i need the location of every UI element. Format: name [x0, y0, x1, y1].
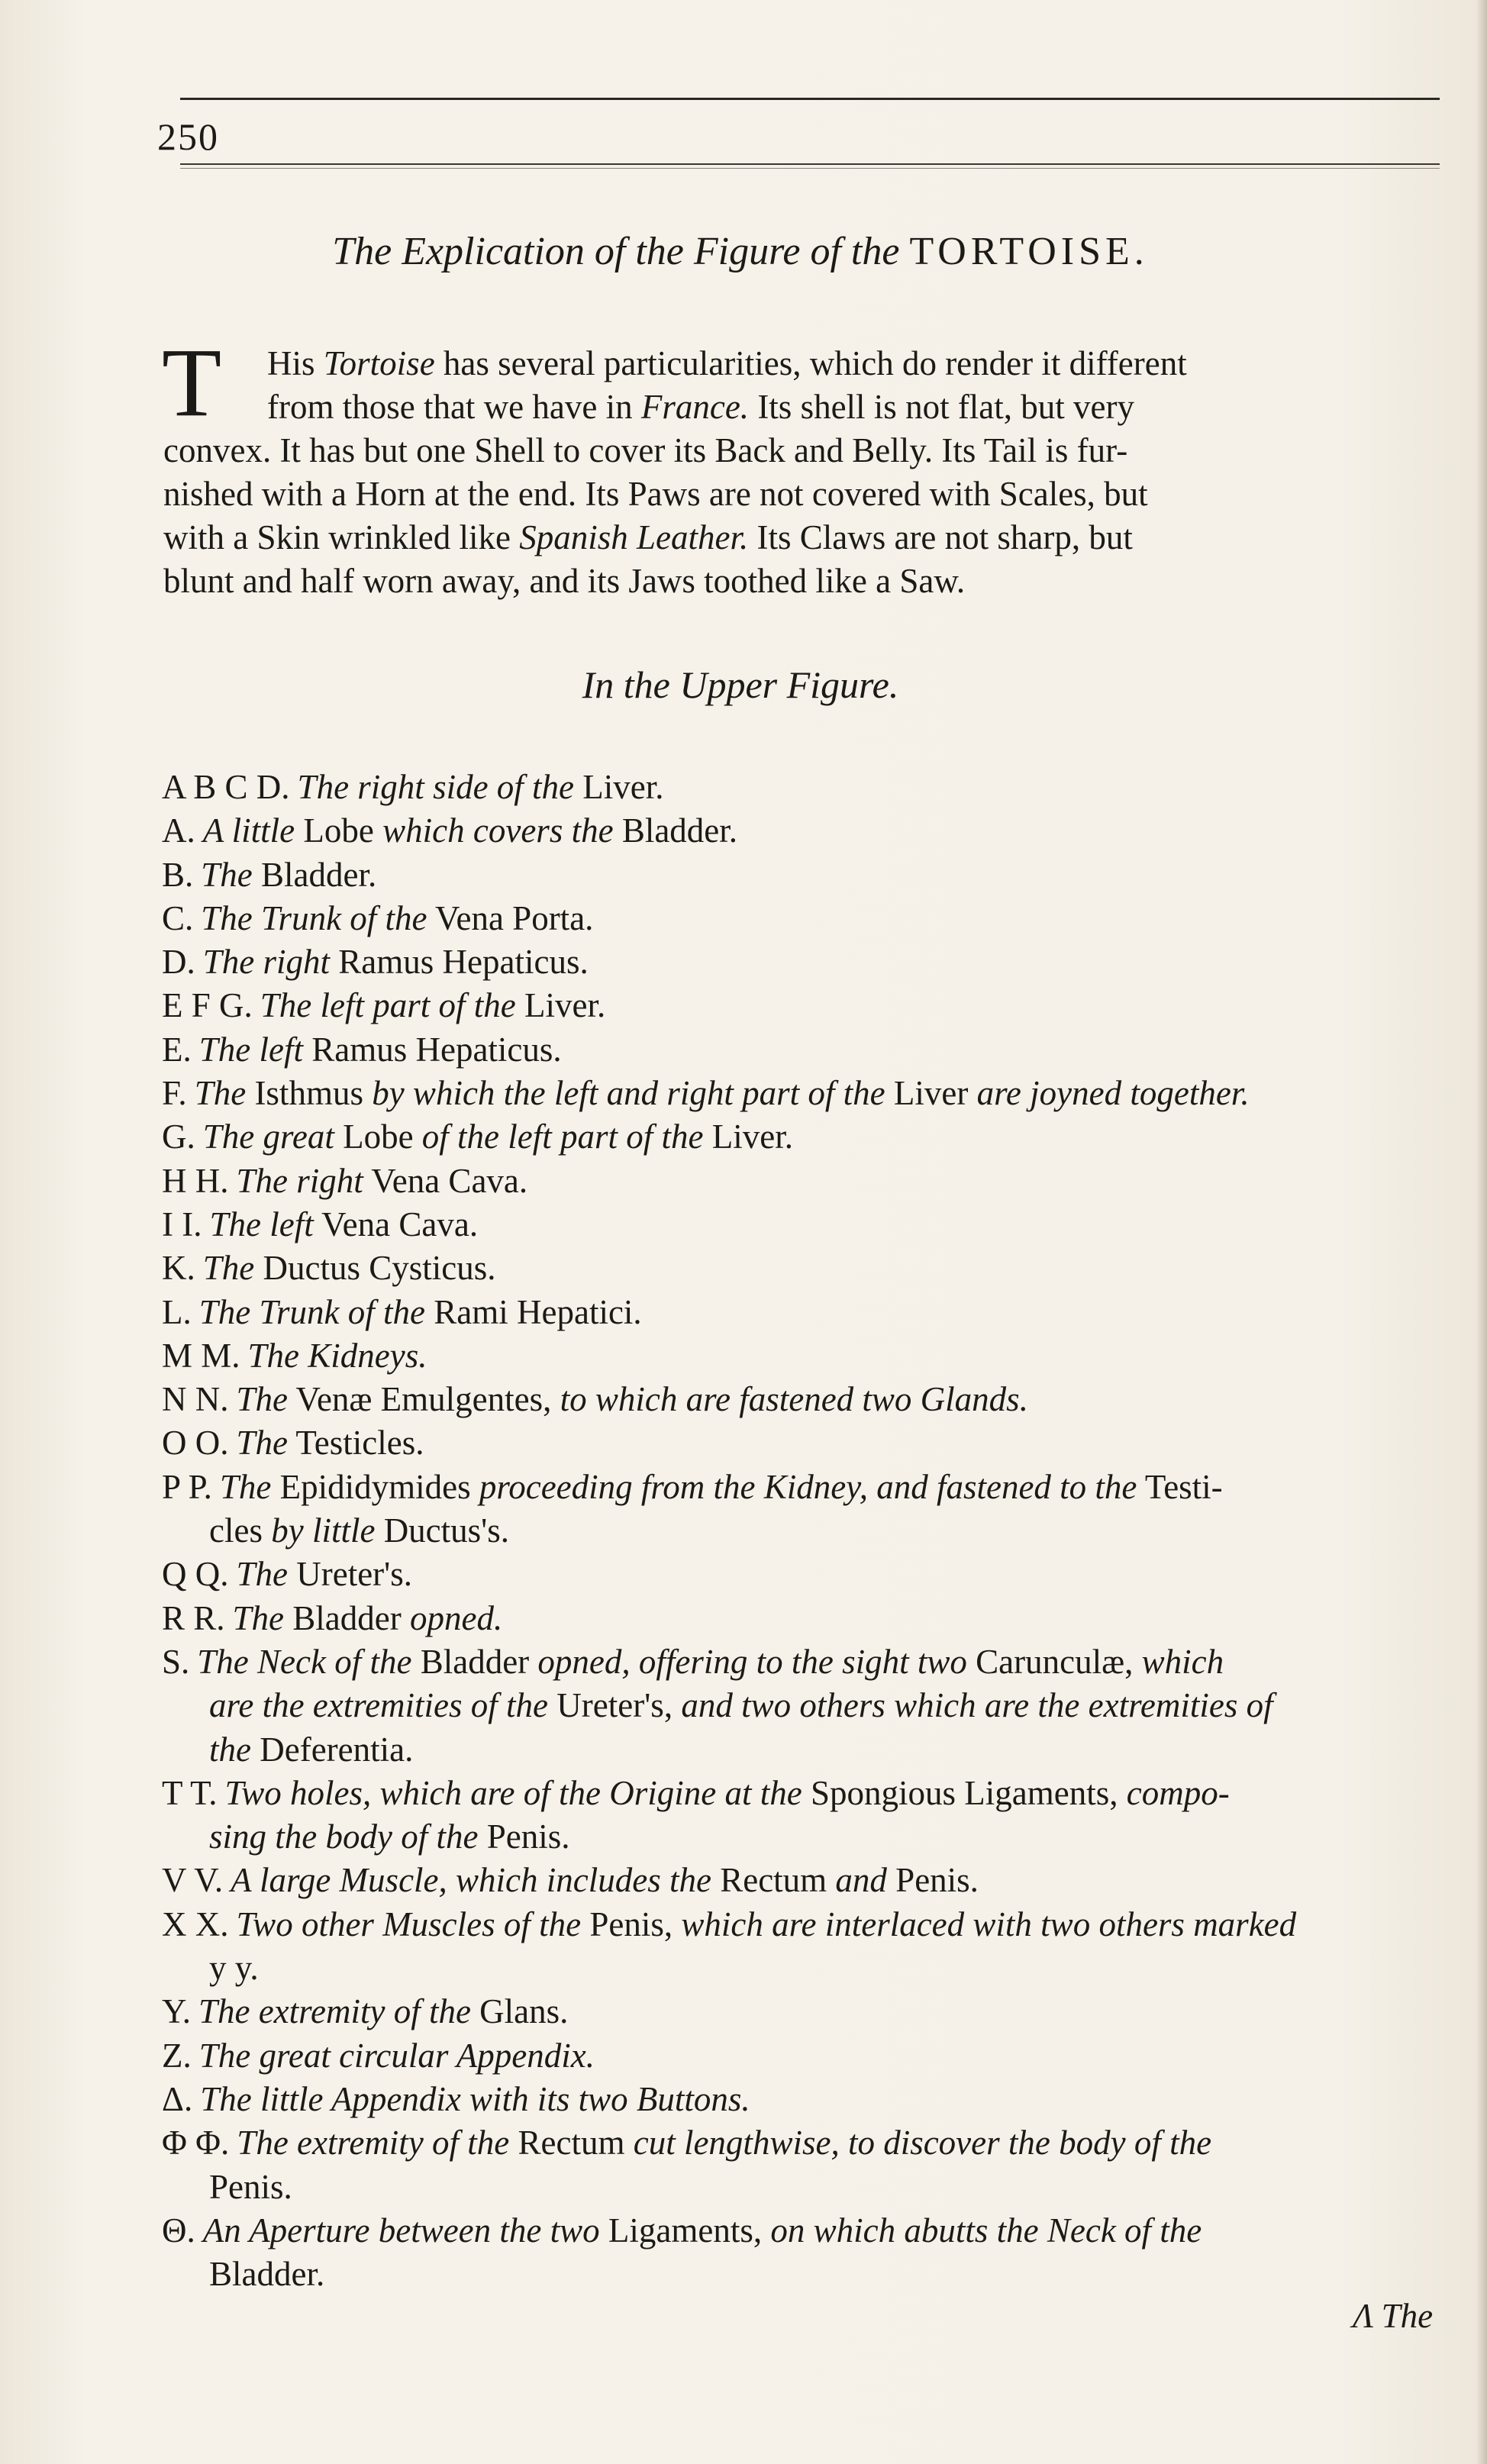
legend-first-line [162, 986, 605, 1024]
legend-key: Φ Φ. [162, 2124, 230, 2162]
top-rule [180, 98, 1440, 100]
legend-key: H H. [162, 1161, 229, 1200]
legend-first-line [162, 1992, 568, 2030]
paragraph-line [163, 516, 1453, 560]
legend-entry [162, 766, 1460, 809]
legend-continuation-line [162, 1509, 1460, 1553]
italic-run: which are interlaced with two others marked [681, 1904, 1297, 1943]
text-run: Ramus Hepaticus. [330, 943, 589, 982]
italic-run: The [202, 1249, 255, 1288]
legend-entry [162, 940, 1460, 984]
legend-first-line [162, 2211, 1202, 2250]
text-run: Glans. [470, 1992, 569, 2031]
legend-entry [162, 1466, 1460, 1553]
text-run: has several particularities, which do render it different [434, 344, 1187, 382]
italic-run: which covers the [382, 811, 614, 850]
header-rule-thin [180, 168, 1440, 169]
italic-run: are joyned together. [976, 1074, 1250, 1113]
legend-key: V V. [162, 1861, 224, 1900]
legend-first-line [162, 1205, 478, 1243]
legend-key: X X. [162, 1904, 229, 1943]
legend-first-line [162, 1424, 424, 1462]
legend-key: Δ. [162, 2079, 193, 2118]
legend-continuation-line [162, 2166, 1460, 2209]
legend-entry [162, 1859, 1460, 1902]
text-run: His [267, 344, 324, 382]
legend-key: I I. [162, 1205, 202, 1243]
legend-first-line [162, 1861, 979, 1899]
text-run: Epididymides [271, 1467, 479, 1506]
text-run: Isthmus [246, 1074, 373, 1113]
paragraph-line [163, 560, 1453, 603]
text-run: Deferentia. [250, 1730, 414, 1769]
italic-run: by which the left and right part of the [372, 1074, 885, 1113]
legend-entry [162, 1553, 1460, 1596]
legend-entry [162, 1378, 1460, 1421]
legend-key: F. [162, 1074, 187, 1113]
page-title [153, 229, 1328, 274]
italic-run: Two other Muscles of the [236, 1904, 582, 1943]
legend-first-line [162, 2037, 595, 2075]
text-run: Bladder [411, 1642, 538, 1681]
text-run: Bladder. [252, 855, 377, 894]
text-run: convex. It has but one Shell to cover its Back and Belly. Its Tail is fur- [163, 431, 1128, 469]
legend-key: R R. [162, 1598, 225, 1637]
italic-run: The right [202, 943, 331, 982]
italic-run: The [236, 1424, 288, 1463]
legend-entry [162, 1640, 1460, 1772]
italic-run: opned. [409, 1598, 503, 1637]
text-run: Rami Hepatici. [425, 1292, 642, 1331]
italic-run: on which abutts the Neck of the [770, 2211, 1202, 2250]
legend-first-line [162, 1555, 412, 1593]
paragraph-line [163, 429, 1453, 472]
legend-key: G. [162, 1118, 195, 1156]
italic-run: The left [209, 1205, 314, 1243]
text-run: y y. [209, 1949, 259, 1988]
legend-entry [162, 1990, 1460, 2033]
legend-continuation-line [162, 2253, 1460, 2296]
legend-first-line [162, 768, 664, 806]
text-run: nished with a Horn at the end. Its Paws are not covered with Scales, but [163, 475, 1148, 513]
page-number: 250 [157, 115, 219, 158]
text-run: Vena Porta. [427, 898, 594, 937]
legend-first-line [162, 1905, 1296, 1943]
italic-run: of the left part of the [421, 1118, 704, 1156]
italic-run: compo- [1126, 1773, 1230, 1812]
italic-run: The great [202, 1118, 334, 1156]
legend-entry [162, 1903, 1460, 1991]
legend-first-line [162, 1599, 502, 1637]
italic-run: An Aperture between the two [202, 2211, 600, 2250]
title-caps: TORTOISE. [909, 230, 1149, 273]
text-run: Penis. [886, 1861, 979, 1900]
legend-first-line [162, 856, 376, 894]
legend-entry [162, 2034, 1460, 2078]
italic-run: Tortoise [323, 344, 435, 382]
legend-continuation-line [162, 1728, 1460, 1772]
legend-entry [162, 1028, 1460, 1072]
legend-key: C. [162, 898, 194, 937]
legend-first-line [162, 1468, 1223, 1506]
legend-first-line [162, 2124, 1211, 2162]
italic-run: The left [198, 1030, 303, 1069]
paragraph-line [163, 385, 1453, 429]
legend-first-line [162, 1380, 1028, 1418]
italic-run: A large Muscle, which includes the [231, 1861, 711, 1900]
legend-first-line [162, 1293, 642, 1331]
italic-run: The left part of the [260, 986, 516, 1025]
legend-first-line [162, 1074, 1250, 1112]
text-run: Its shell is not flat, but very [749, 388, 1134, 426]
italic-run: The Kidneys. [247, 1336, 427, 1375]
legend-first-line [162, 943, 589, 981]
legend-entry [162, 1247, 1460, 1290]
italic-run: The Trunk of the [198, 1292, 426, 1331]
text-run: Carunculæ, [966, 1642, 1142, 1681]
legend-first-line [162, 1249, 496, 1287]
legend-first-line [162, 1030, 562, 1069]
legend-key: T T. [162, 1773, 218, 1812]
paragraph-line [163, 472, 1453, 516]
header-rule [180, 163, 1440, 165]
legend-entry [162, 1772, 1460, 1859]
italic-run: which [1141, 1642, 1224, 1681]
italic-run: opned, offering to the sight two [537, 1642, 967, 1681]
text-run: Liver. [574, 768, 664, 806]
legend-entry [162, 1421, 1460, 1465]
italic-run: The Trunk of the [201, 898, 427, 937]
text-run: from those that we have in [267, 388, 641, 426]
text-run: Vena Cava. [313, 1205, 479, 1243]
legend-entry [162, 2121, 1460, 2209]
italic-run: Two holes, which are of the Origine at the [224, 1773, 802, 1812]
legend-key: M M. [162, 1336, 240, 1375]
legend-key: E F G. [162, 986, 253, 1025]
legend-first-line [162, 1774, 1230, 1812]
text-run: Bladder. [613, 811, 738, 850]
italic-run: The [236, 1380, 288, 1419]
italic-run: cut lengthwise, to discover the body of the [633, 2124, 1212, 2162]
legend-first-line [162, 1162, 527, 1200]
text-run: Rectum [711, 1861, 836, 1900]
italic-run: The extremity of the [198, 1992, 471, 2031]
italic-run: The [194, 1074, 247, 1113]
italic-run: The right [236, 1161, 363, 1200]
legend-continuation-line [162, 1684, 1460, 1727]
legend-entry [162, 1159, 1460, 1203]
italic-run: are the extremities of the [209, 1686, 549, 1725]
legend-continuation-line [162, 1946, 1460, 1990]
italic-run: the [209, 1730, 251, 1769]
section-heading: In the Upper Figure. [582, 663, 899, 706]
legend-key: L. [162, 1292, 192, 1331]
legend-key: A B C D. [162, 768, 290, 806]
legend-entry [162, 897, 1460, 940]
text-run: Penis, [581, 1904, 682, 1943]
legend-key: S. [162, 1642, 190, 1681]
legend-first-line [162, 1337, 427, 1375]
italic-run: The little Appendix with its two Buttons. [200, 2079, 750, 2118]
text-run: Ductus Cysticus. [254, 1249, 496, 1288]
legend-first-line [162, 899, 593, 937]
text-run: Penis. [478, 1817, 570, 1856]
legend-entry [162, 1203, 1460, 1247]
page-gutter-shadow [1476, 0, 1487, 2464]
text-run: Lobe [334, 1118, 422, 1156]
legend-entry [162, 853, 1460, 897]
text-run: Lobe [295, 811, 383, 850]
figure-legend [162, 766, 1460, 2296]
italic-run: sing the body of the [209, 1817, 479, 1856]
text-run: Ureter's. [288, 1555, 413, 1594]
italic-run: The [236, 1555, 288, 1594]
legend-entry [162, 1597, 1460, 1640]
legend-key: Z. [162, 2036, 192, 2075]
legend-key: B. [162, 855, 194, 894]
legend-entry [162, 1115, 1460, 1159]
italic-run: The [201, 855, 253, 894]
text-run: Testicles. [288, 1424, 424, 1463]
italic-run: A little [202, 811, 295, 850]
drop-cap: T [162, 328, 222, 437]
legend-entry [162, 1072, 1460, 1115]
italic-run: and [835, 1861, 887, 1900]
paragraph-line [163, 342, 1453, 385]
catchword: Λ The [1353, 2297, 1434, 2335]
italic-run: to which are fastened two Glands. [560, 1380, 1028, 1419]
text-run: with a Skin wrinkled like [163, 518, 520, 556]
italic-run: and two others which are the extremities of [681, 1686, 1273, 1725]
text-run: Penis. [209, 2167, 292, 2206]
text-run: Ramus Hepaticus. [302, 1030, 562, 1069]
legend-first-line [162, 811, 737, 850]
legend-entry [162, 2078, 1460, 2121]
legend-key: Θ. [162, 2211, 195, 2250]
title-italic: The Explication of the Figure of the [332, 230, 900, 273]
legend-key: P P. [162, 1467, 212, 1506]
legend-key: D. [162, 943, 195, 982]
italic-run: The right side of the [297, 768, 575, 806]
legend-first-line [162, 1643, 1224, 1681]
italic-run: by little [271, 1511, 376, 1550]
legend-first-line [162, 1118, 793, 1156]
legend-key: E. [162, 1030, 192, 1069]
legend-key: Y. [162, 1992, 191, 2031]
legend-entry [162, 1334, 1460, 1378]
legend-continuation-line [162, 1815, 1460, 1859]
text-run: Vena Cava. [363, 1161, 528, 1200]
legend-key: K. [162, 1249, 195, 1288]
italic-run: France. [640, 388, 750, 426]
italic-run: The Neck of the [197, 1642, 412, 1681]
legend-key: Q Q. [162, 1555, 229, 1594]
text-run: Ligaments, [599, 2211, 771, 2250]
legend-first-line [162, 2080, 750, 2118]
text-run: Bladder [284, 1598, 410, 1637]
text-run: Its Claws are not sharp, but [748, 518, 1133, 556]
legend-key: N N. [162, 1380, 229, 1419]
text-run: Testi- [1137, 1467, 1223, 1506]
italic-run: The great circular Appendix. [198, 2036, 595, 2075]
text-run: Spongious Ligaments, [802, 1773, 1127, 1812]
text-run: Rectum [509, 2124, 634, 2162]
legend-key: A. [162, 811, 195, 850]
text-run: Ureter's, [548, 1686, 682, 1725]
text-run: Liver [885, 1074, 977, 1113]
italic-run: proceeding from the Kidney, and fastened to the [479, 1467, 1137, 1506]
legend-entry [162, 2209, 1460, 2297]
text-run: Liver. [515, 986, 606, 1025]
text-run: Liver. [703, 1118, 793, 1156]
text-run: blunt and half worn away, and its Jaws toothed like a Saw. [163, 562, 966, 600]
legend-entry [162, 1291, 1460, 1334]
italic-run: Spanish Leather. [519, 518, 749, 556]
legend-entry [162, 809, 1460, 853]
text-run: Bladder. [209, 2255, 325, 2294]
italic-run: The extremity of the [237, 2124, 510, 2162]
text-run: cles [209, 1511, 272, 1550]
legend-key: O O. [162, 1424, 229, 1463]
intro-paragraph [162, 328, 1453, 603]
italic-run: The [232, 1598, 285, 1637]
text-run: Venæ Emulgentes, [288, 1380, 560, 1419]
legend-entry [162, 984, 1460, 1027]
italic-run: The [219, 1467, 272, 1506]
text-run: Ductus's. [375, 1511, 510, 1550]
